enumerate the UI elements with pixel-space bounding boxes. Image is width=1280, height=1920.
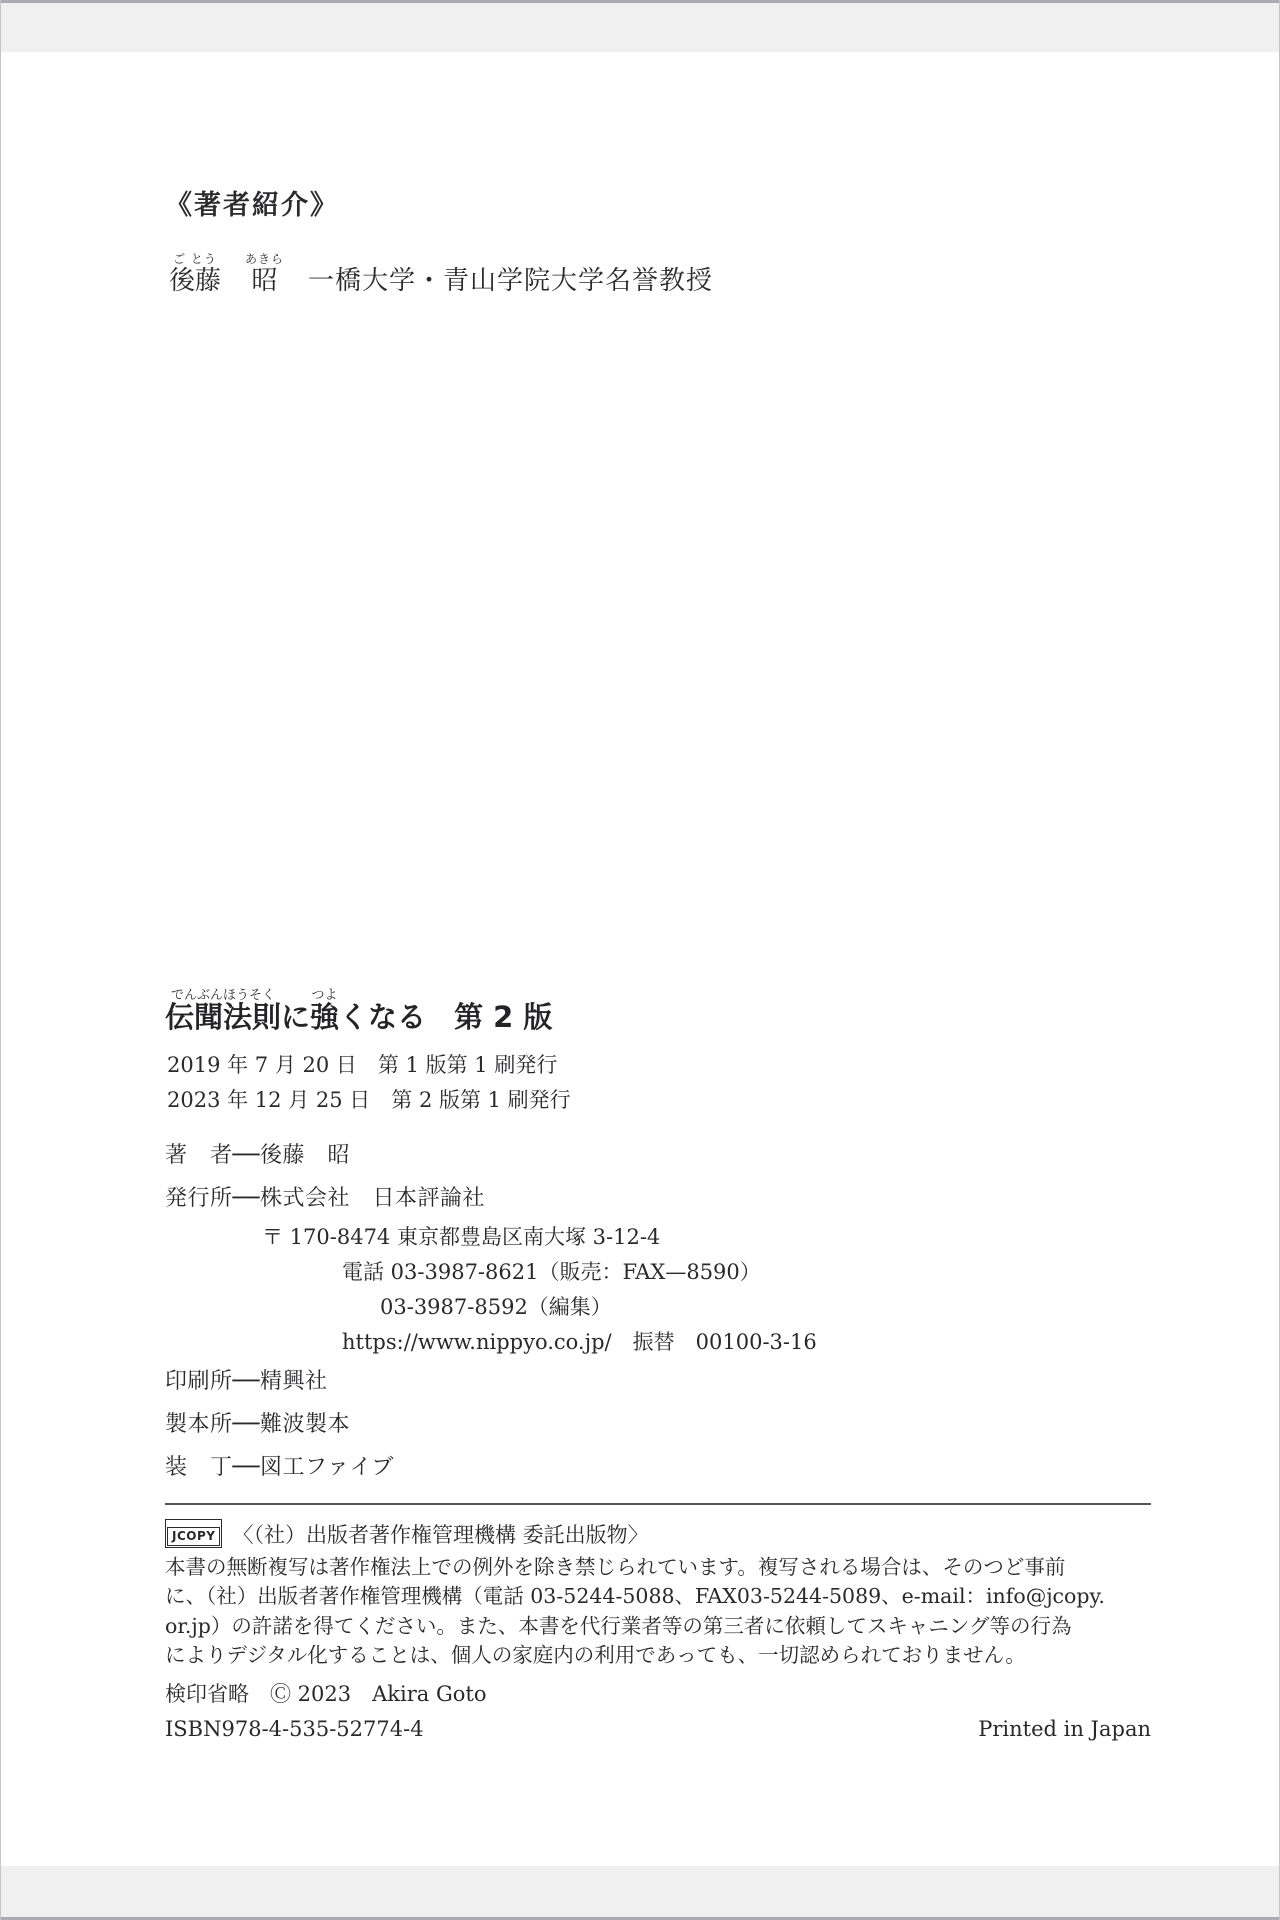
book-title-mid: に xyxy=(281,1000,311,1034)
jcopy-notice-header xyxy=(165,1519,1157,1549)
author-family-name: 後藤 xyxy=(169,266,222,296)
printed-in-japan: Printed in Japan xyxy=(978,1716,1151,1741)
book-title-tail: くなる xyxy=(339,1000,427,1034)
publisher-details xyxy=(262,1220,1157,1360)
publisher-phone-sales: 電話 03-3987-8621（販売：FAX—8590） xyxy=(342,1259,761,1284)
author-given-name: 昭 xyxy=(245,266,285,296)
publisher-phone-editorial: 03-3987-8592（編集） xyxy=(380,1294,612,1319)
page-bottom-margin-strip xyxy=(1,1866,1279,1920)
publisher-web-and-transfer: https://www.nippyo.co.jp/ 振替 00100-3-16 xyxy=(342,1329,817,1354)
author-intro-section xyxy=(165,183,713,297)
staff-group-author-publisher xyxy=(165,1134,1157,1220)
author-line xyxy=(169,252,713,297)
notice-line-1: 本書の無断複写は著作権法上での例外を除き禁じられています。複写される場合は、そのつど事前 xyxy=(165,1554,1066,1579)
colophon-section xyxy=(165,988,1157,1741)
publisher-credit-line: 発行所──株式会社 日本評論社 xyxy=(165,1185,485,1211)
copyright-notice-paragraph xyxy=(165,1553,1157,1671)
jcopy-logo-text: JCOPY xyxy=(167,1527,220,1546)
isbn-number: ISBN978-4-535-52774-4 xyxy=(165,1716,424,1741)
book-title-furigana-2: つよ xyxy=(310,988,340,1003)
copyright-line: 検印省略 Ⓒ 2023 Akira Goto xyxy=(165,1681,487,1706)
design-credit-line: 装 丁──図工ファイブ xyxy=(165,1454,394,1480)
notice-line-4: によりデジタル化することは、個人の家庭内の利用であっても、一切認められておりません。 xyxy=(165,1643,1026,1668)
book-title-furigana-1: でんぶんほうそく xyxy=(165,988,282,1003)
publisher-address: 〒 170-8474 東京都豊島区南大塚 3-12-4 xyxy=(262,1224,661,1249)
book-title xyxy=(165,988,1157,1034)
printing-line-second-edition: 2023 年 12 月 25 日 第 2 版第 1 刷発行 xyxy=(167,1087,571,1112)
author-intro-heading: 《著者紹介》 xyxy=(165,190,339,221)
book-title-ruby-2 xyxy=(310,988,340,1034)
staff-group-production xyxy=(165,1360,1157,1489)
binder-credit-line: 製本所──難波製本 xyxy=(165,1411,350,1437)
printer-credit-line: 印刷所──精興社 xyxy=(165,1368,328,1394)
book-title-edition: 第 2 版 xyxy=(454,1000,553,1034)
book-title-ruby-1 xyxy=(165,988,282,1034)
page-top-margin-strip xyxy=(1,0,1279,52)
jcopy-notice-title: 〈（社）出版者著作権管理機構 委託出版物〉 xyxy=(232,1522,649,1547)
author-credit-line: 著 者──後藤 昭 xyxy=(165,1142,350,1168)
notice-line-2: に、（社）出版者著作権管理機構（電話 03-5244-5088、FAX03-5244-5089、e-mail：info@jcopy. xyxy=(165,1584,1105,1609)
printing-history xyxy=(167,1048,1157,1118)
author-family-name-ruby xyxy=(169,252,222,296)
author-given-name-ruby xyxy=(245,252,285,296)
author-affiliation: 一橋大学・青山学院大学名誉教授 xyxy=(308,266,714,296)
book-title-base-2: 強 xyxy=(310,1000,340,1034)
author-given-furigana: あきら xyxy=(245,252,285,266)
isbn-line xyxy=(165,1717,1151,1741)
jcopy-logo-icon xyxy=(165,1519,222,1548)
book-title-base-1: 伝聞法則 xyxy=(165,1000,282,1034)
printing-line-first-edition: 2019 年 7 月 20 日 第 1 版第 1 刷発行 xyxy=(167,1052,558,1077)
notice-line-3: or.jp）の許諾を得てください。また、本書を代行業者等の第三者に依頼してスキャニング等の行為 xyxy=(165,1613,1072,1638)
divider-rule xyxy=(165,1503,1151,1505)
author-family-furigana: ご とう xyxy=(169,252,222,266)
